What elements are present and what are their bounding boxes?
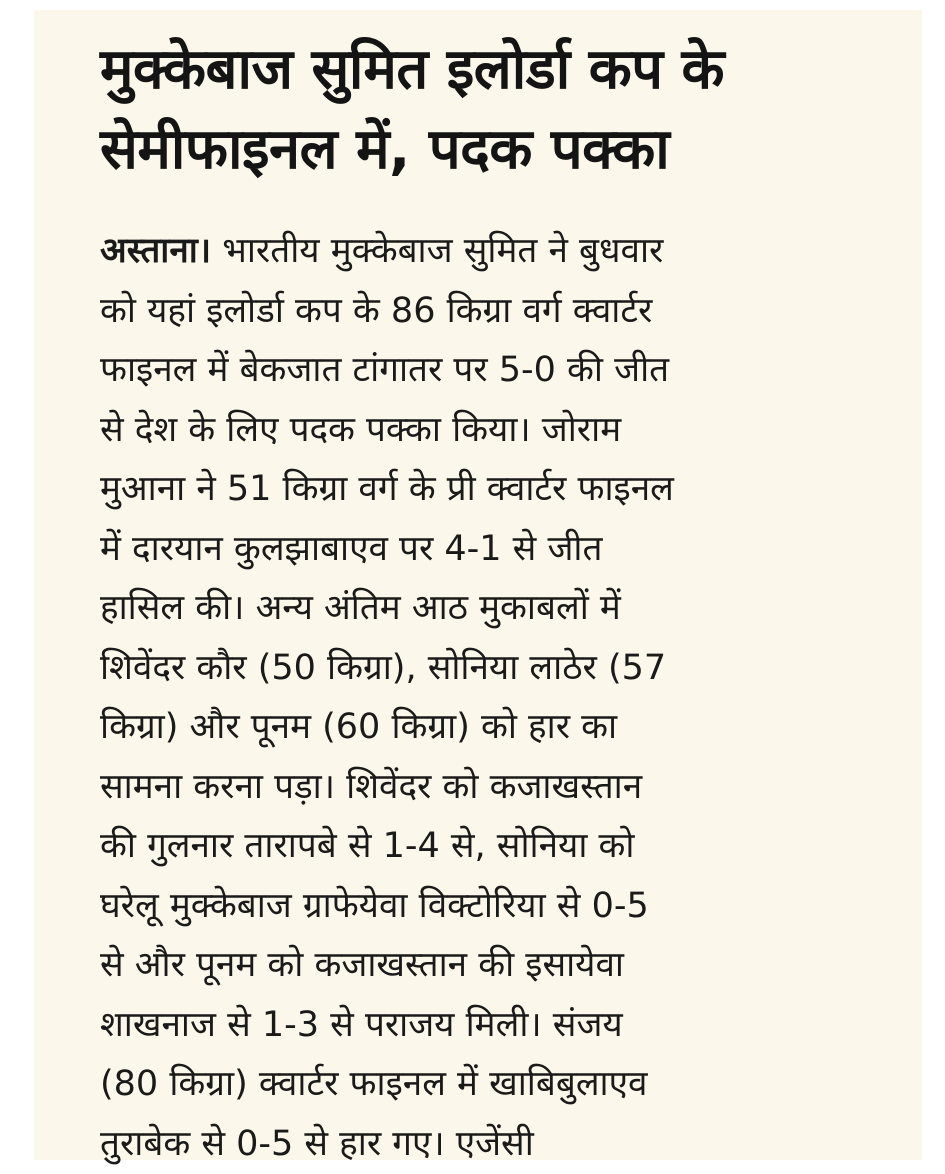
body-line: शिवेंदर कौर (50 किग्रा), सोनिया लाठेर (57 xyxy=(100,639,882,699)
newspaper-clipping xyxy=(34,10,922,1160)
article-body xyxy=(100,222,882,1174)
headline-line: सेमीफाइनल में, पदक पक्का xyxy=(100,110,882,190)
body-line: से देश के लिए पदक पक्का किया। जोराम xyxy=(100,401,882,461)
body-line: घरेलू मुक्केबाज ग्राफेयेवा विक्टोरिया से 0-5 xyxy=(100,877,882,937)
body-line: को यहां इलोर्डा कप के 86 किग्रा वर्ग क्वार्टर xyxy=(100,282,882,342)
body-line: से और पूनम को कजाखस्तान की इसायेवा xyxy=(100,936,882,996)
headline-line: मुक्केबाज सुमित इलोर्डा कप के xyxy=(100,30,882,110)
body-line: किग्रा) और पूनम (60 किग्रा) को हार का xyxy=(100,698,882,758)
body-line: में दारयान कुलझाबाएव पर 4-1 से जीत xyxy=(100,520,882,580)
body-line: शाखनाज से 1-3 से पराजय मिली। संजय xyxy=(100,996,882,1056)
body-line: तुराबेक से 0-5 से हार गए। एजेंसी xyxy=(100,1115,882,1174)
body-line: मुआना ने 51 किग्रा वर्ग के प्री क्वार्टर फाइनल xyxy=(100,460,882,520)
headline xyxy=(100,30,882,190)
body-line xyxy=(100,222,882,282)
body-line: (80 किग्रा) क्वार्टर फाइनल में खाबिबुलाएव xyxy=(100,1055,882,1115)
body-line: हासिल की। अन्य अंतिम आठ मुकाबलों में xyxy=(100,579,882,639)
body-line: सामना करना पड़ा। शिवेंदर को कजाखस्तान xyxy=(100,758,882,818)
body-line-text: भारतीय मुक्केबाज सुमित ने बुधवार xyxy=(211,231,663,271)
dateline: अस्ताना। xyxy=(100,231,211,271)
body-line: की गुलनार तारापबे से 1-4 से, सोनिया को xyxy=(100,817,882,877)
body-line: फाइनल में बेकजात टांगातर पर 5-0 की जीत xyxy=(100,341,882,401)
